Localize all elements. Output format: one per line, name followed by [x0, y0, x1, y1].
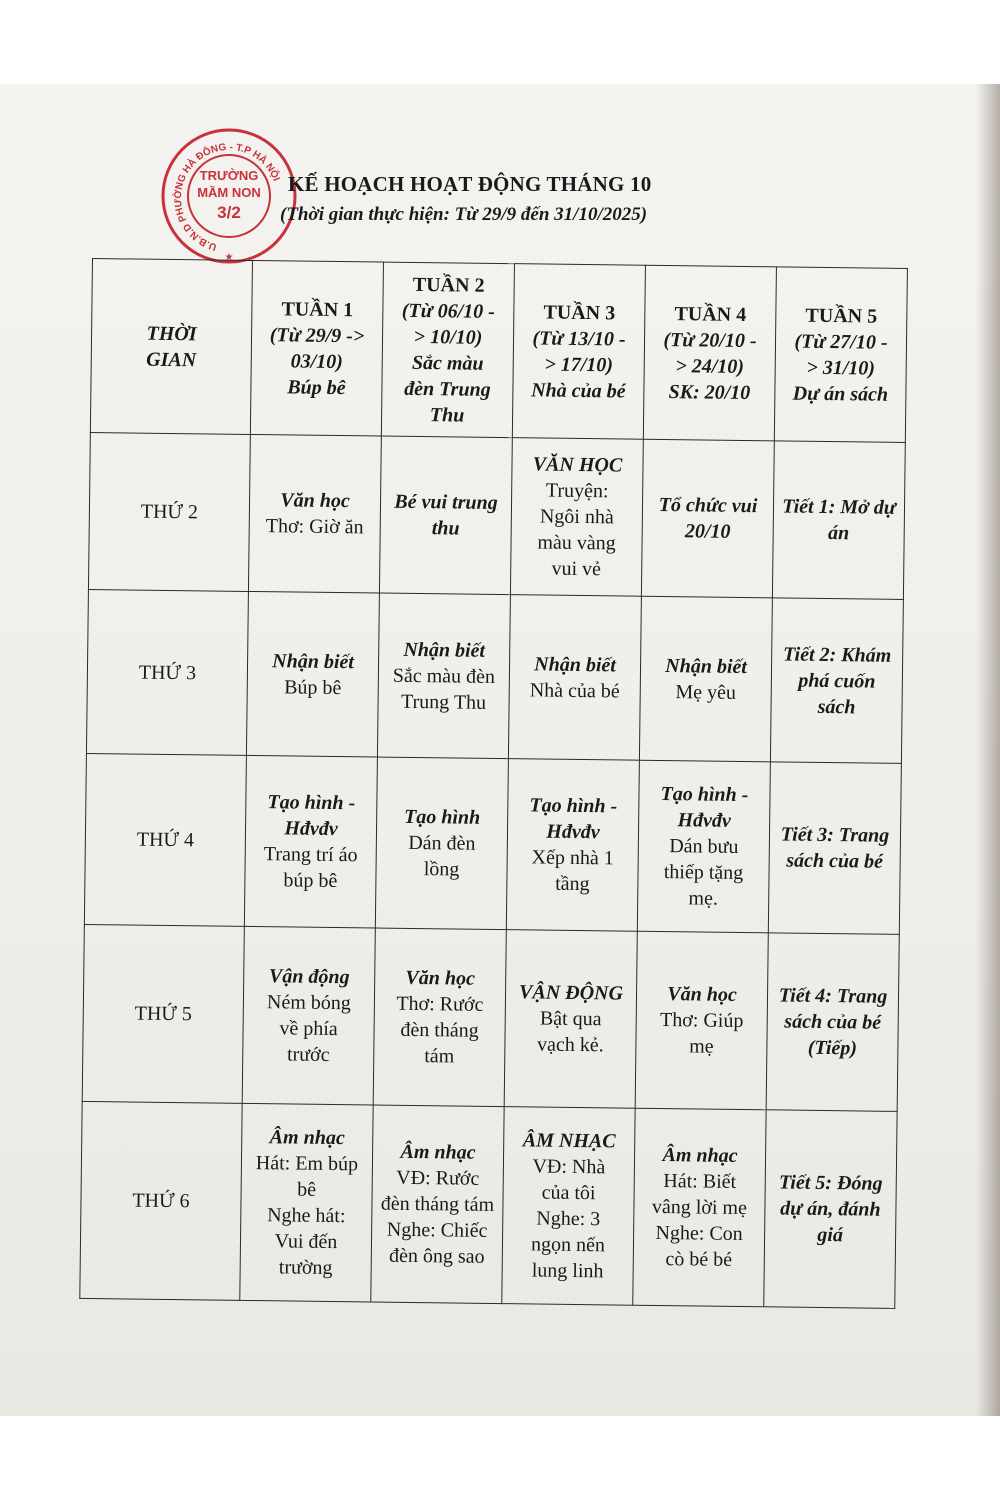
activity-cell: [639, 596, 772, 762]
activity-subject: Tổ chức vui 20/10: [658, 493, 758, 543]
activity-detail: búp bê: [283, 869, 338, 893]
activity-detail: Nghe: Chiếc: [386, 1218, 488, 1242]
activity-detail: màu vàng: [537, 531, 616, 555]
activity-subject: Tiết 1: Mở dự án: [782, 495, 896, 545]
seal-line-1: TRƯỜNG: [199, 168, 259, 183]
week-name: TUẦN 4: [674, 302, 747, 326]
week-detail-line: > 10/10): [413, 325, 483, 349]
activity-cell: [770, 598, 903, 764]
activity-detail: Hát: Em búp: [255, 1152, 359, 1176]
activity-subject: Tiết 3: Trang sách của bé: [780, 823, 890, 873]
activity-subject: Tiết 5: Đóng dự án, đánh giá: [778, 1171, 883, 1247]
week-header-3: [512, 264, 645, 440]
activity-cell: [242, 926, 375, 1105]
activity-subject: ÂM NHẠC: [522, 1129, 616, 1153]
day-row: [82, 924, 899, 1111]
activity-detail: đèn ông sao: [388, 1244, 485, 1268]
week-header-4: [643, 265, 776, 441]
activity-detail: Bật qua: [539, 1007, 602, 1031]
activity-subject: Văn học: [405, 966, 476, 990]
top-margin: [0, 0, 1000, 84]
activity-detail: Dán đèn: [408, 831, 476, 855]
week-header-5: [774, 267, 907, 443]
activity-detail: trước: [286, 1043, 330, 1066]
week-header-1: [250, 260, 383, 436]
week-detail-line: 03/10): [290, 349, 343, 373]
week-detail-line: Dự án sách: [792, 382, 889, 406]
header-row: [90, 259, 907, 443]
day-label: THỨ 3: [86, 589, 248, 755]
activity-subject: Bé vui trung thu: [394, 490, 498, 540]
activity-cell: [379, 436, 512, 595]
day-row: [88, 432, 905, 599]
activity-detail: mẹ: [689, 1035, 714, 1058]
week-detail-line: > 17/10): [544, 353, 614, 376]
activity-detail: Nghe hát:: [267, 1204, 346, 1228]
activity-detail: Xếp nhà 1: [531, 846, 614, 870]
activity-cell: [375, 757, 508, 930]
activity-cell: [248, 434, 381, 593]
activity-detail: Thơ: Giờ ăn: [265, 515, 364, 539]
week-detail-line: > 24/10): [675, 354, 745, 378]
school-seal-stamp: [154, 126, 304, 266]
day-row: [84, 753, 901, 934]
activity-plan-table: [79, 258, 908, 1309]
activity-detail: mẹ.: [688, 887, 719, 910]
activity-cell: [506, 759, 639, 932]
activity-detail: Trang trí áo: [263, 843, 358, 867]
activity-subject: Văn học: [280, 489, 350, 513]
activity-cell: [240, 1103, 373, 1302]
activity-detail: về phía: [279, 1017, 338, 1041]
activity-subject: Âm nhạc: [662, 1144, 738, 1167]
activity-subject: Nhận biết: [534, 652, 617, 676]
day-label: THỨ 2: [88, 432, 250, 591]
activity-subject: Tiết 4: Trang sách của bé (Tiếp): [778, 984, 888, 1060]
plan-body: [80, 432, 906, 1308]
activity-detail: Nhà của bé: [529, 678, 620, 702]
activity-detail: Vui đến: [274, 1230, 338, 1254]
activity-detail: ngọn nến: [530, 1233, 606, 1257]
week-detail-line: Nhà của bé: [531, 378, 626, 403]
activity-subject: Nhận biết: [665, 654, 748, 678]
week-detail-line: Búp bê: [287, 375, 346, 399]
week-detail-line: (Từ 20/10 -: [663, 328, 757, 352]
activity-detail: cò bé bé: [665, 1248, 733, 1271]
activity-detail: Búp bê: [284, 675, 342, 699]
activity-cell: [504, 930, 637, 1109]
activity-cell: [768, 762, 901, 935]
svg-text:U.B.N.D PHƯỜNG HÀ ĐÔNG - T.P H: U.B.N.D PHƯỜNG HÀ ĐÔNG - T.P HÀ NỘI: [172, 141, 282, 253]
activity-detail: Ném bóng: [266, 991, 351, 1015]
week-detail-line: (Từ 27/10 -: [794, 330, 888, 354]
activity-cell: [635, 931, 768, 1110]
activity-detail: Hát: Biết: [663, 1170, 737, 1193]
activity-detail: lung linh: [531, 1259, 604, 1283]
activity-detail: trường: [278, 1256, 333, 1280]
week-name: TUẦN 3: [543, 301, 616, 324]
document-title: KẾ HOẠCH HOẠT ĐỘNG THÁNG 10: [288, 172, 652, 196]
seal-line-2: MẦM NON: [197, 185, 261, 200]
activity-detail: lồng: [423, 858, 460, 881]
activity-cell: [502, 1107, 635, 1306]
activity-detail: VĐ: Nhà: [532, 1155, 606, 1179]
activity-subject: Tạo hình - Hđvđv: [660, 782, 749, 832]
activity-subject: Âm nhạc: [400, 1140, 476, 1164]
activity-detail: Thơ: Rước: [396, 992, 484, 1016]
activity-detail: Thơ: Giúp: [659, 1008, 744, 1033]
week-detail-line: SK: 20/10: [668, 380, 751, 404]
activity-detail: VĐ: Rước: [396, 1166, 480, 1190]
week-detail-line: Sắc màu: [411, 351, 484, 375]
activity-detail: Sắc màu đèn: [392, 664, 496, 688]
activity-detail: tầng: [555, 872, 590, 896]
day-label: THỨ 4: [84, 753, 246, 926]
week-header-2: [381, 262, 514, 438]
activity-subject: Tạo hình - Hđvđv: [529, 794, 618, 844]
week-detail-line: Thu: [429, 403, 465, 427]
corner-line: GIAN: [146, 348, 197, 371]
activity-cell: [373, 928, 506, 1107]
activity-subject: Tiết 2: Khám phá cuốn sách: [783, 642, 892, 718]
activity-cell: [244, 755, 377, 928]
activity-subject: VẬN ĐỘNG: [518, 981, 624, 1005]
activity-detail: Ngôi nhà: [539, 505, 614, 529]
paper-edge-shadow: [976, 84, 1000, 1416]
activity-detail: đèn tháng: [400, 1018, 479, 1042]
seal-line-3: 3/2: [217, 203, 241, 222]
week-name: TUẦN 5: [805, 304, 878, 328]
svg-text:★: ★: [224, 252, 234, 263]
activity-detail: vâng lời mẹ: [651, 1195, 748, 1220]
activity-detail: Trung Thu: [400, 690, 487, 714]
activity-detail: Nghe: Con: [655, 1221, 743, 1246]
activity-subject: VĂN HỌC: [532, 453, 623, 477]
week-detail-line: (Từ 06/10 -: [401, 299, 496, 323]
activity-subject: Nhận biết: [403, 638, 486, 662]
activity-detail: Dán bưu: [669, 835, 739, 858]
activity-cell: [633, 1108, 766, 1307]
day-label: THỨ 6: [80, 1101, 242, 1300]
corner-line: THỜI: [146, 322, 197, 345]
activity-detail: Mẹ yêu: [675, 680, 737, 704]
activity-subject: Nhận biết: [272, 649, 355, 673]
activity-cell: [246, 591, 379, 757]
activity-subject: Tạo hình: [403, 805, 481, 829]
activity-detail: Nghe: 3: [536, 1207, 601, 1231]
week-detail-line: (Từ 13/10 -: [532, 326, 626, 351]
bottom-margin: [0, 1416, 1000, 1500]
activity-subject: Âm nhạc: [269, 1126, 345, 1150]
activity-detail: của tôi: [541, 1181, 596, 1205]
activity-cell: [371, 1105, 504, 1304]
activity-detail: thiếp tặng: [663, 861, 744, 885]
activity-subject: Vận động: [268, 965, 350, 989]
activity-detail: đèn tháng tám: [380, 1192, 495, 1216]
week-name: TUẦN 1: [281, 297, 354, 321]
activity-cell: [772, 441, 905, 600]
day-row: [86, 589, 903, 763]
activity-cell: [766, 933, 899, 1112]
week-name: TUẦN 2: [412, 273, 485, 297]
activity-detail: tám: [424, 1045, 455, 1068]
activity-detail: bê: [297, 1178, 317, 1201]
day-row: [80, 1101, 897, 1308]
week-detail-line: đèn Trung: [404, 377, 491, 401]
document-subtitle: (Thời gian thực hiện: Từ 29/9 đến 31/10/2025): [280, 204, 648, 225]
activity-cell: [377, 593, 510, 759]
activity-subject: Tạo hình - Hđvđv: [267, 791, 356, 841]
activity-subject: Văn học: [667, 983, 737, 1006]
week-detail-line: > 31/10): [806, 356, 876, 380]
activity-cell: [764, 1110, 897, 1309]
activity-cell: [510, 438, 643, 597]
activity-detail: Truyện:: [545, 479, 609, 503]
activity-cell: [508, 595, 641, 761]
corner-cell: [90, 259, 252, 435]
day-label: THỨ 5: [82, 924, 244, 1103]
week-detail-line: (Từ 29/9 ->: [269, 323, 365, 347]
activity-cell: [641, 439, 774, 598]
activity-detail: vui vẻ: [551, 557, 602, 581]
activity-detail: vạch kẻ.: [536, 1033, 604, 1057]
activity-cell: [637, 760, 770, 933]
